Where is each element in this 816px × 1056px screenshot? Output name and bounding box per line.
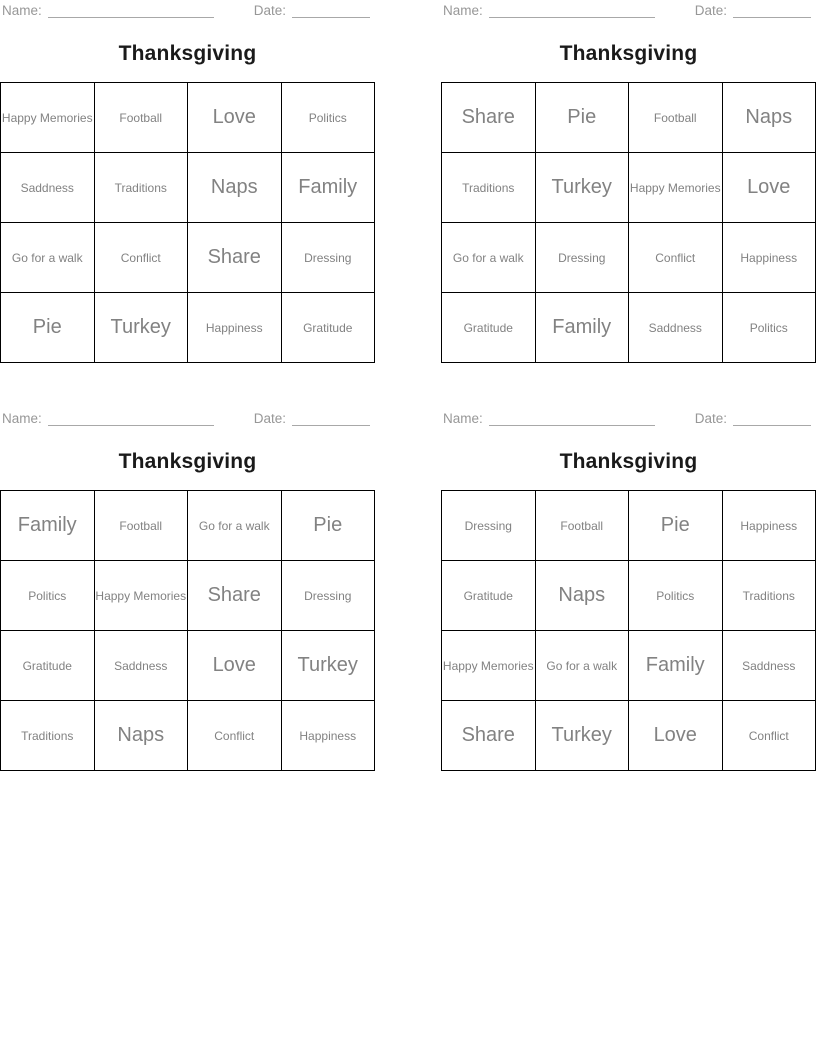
name-line bbox=[48, 5, 214, 18]
name-label: Name: bbox=[2, 411, 42, 426]
bingo-cell: Love bbox=[629, 701, 723, 771]
bingo-grid bbox=[0, 490, 375, 771]
bingo-cell: Happy Memories bbox=[1, 83, 95, 153]
bingo-card-top-left bbox=[0, 0, 375, 365]
date-label: Date: bbox=[694, 3, 728, 18]
name-label: Name: bbox=[443, 3, 483, 18]
bingo-cell: Saddness bbox=[723, 631, 816, 701]
bingo-cell: Love bbox=[188, 631, 282, 701]
bingo-cell: Football bbox=[536, 491, 630, 561]
bingo-cell: Pie bbox=[629, 491, 723, 561]
bingo-cell: Happiness bbox=[188, 293, 282, 363]
bingo-grid bbox=[0, 82, 375, 363]
date-line bbox=[292, 5, 370, 18]
bingo-cell: Football bbox=[95, 491, 189, 561]
bingo-cell: Pie bbox=[1, 293, 95, 363]
bingo-cell: Traditions bbox=[442, 153, 536, 223]
bingo-cell: Share bbox=[188, 223, 282, 293]
bingo-cell: Pie bbox=[536, 83, 630, 153]
bingo-cell: Saddness bbox=[95, 631, 189, 701]
bingo-cell: Share bbox=[442, 83, 536, 153]
bingo-card-bottom-left bbox=[0, 408, 375, 773]
bingo-cell: Politics bbox=[1, 561, 95, 631]
card-header bbox=[2, 3, 370, 18]
bingo-cell: Conflict bbox=[95, 223, 189, 293]
date-line bbox=[733, 413, 811, 426]
bingo-cell: Gratitude bbox=[282, 293, 376, 363]
bingo-cell: Traditions bbox=[1, 701, 95, 771]
bingo-grid bbox=[441, 82, 816, 363]
bingo-card-bottom-right bbox=[441, 408, 816, 773]
name-label: Name: bbox=[2, 3, 42, 18]
card-title: Thanksgiving bbox=[559, 450, 698, 473]
bingo-card-top-right bbox=[441, 0, 816, 365]
bingo-cell: Happy Memories bbox=[95, 561, 189, 631]
date-label: Date: bbox=[253, 3, 287, 18]
bingo-cell: Go for a walk bbox=[1, 223, 95, 293]
name-label: Name: bbox=[443, 411, 483, 426]
bingo-cell: Share bbox=[188, 561, 282, 631]
bingo-cell: Traditions bbox=[723, 561, 816, 631]
bingo-cell: Gratitude bbox=[442, 293, 536, 363]
bingo-cell: Go for a walk bbox=[442, 223, 536, 293]
bingo-cell: Love bbox=[188, 83, 282, 153]
card-title: Thanksgiving bbox=[118, 42, 257, 65]
bingo-cell: Love bbox=[723, 153, 816, 223]
date-label: Date: bbox=[694, 411, 728, 426]
bingo-cell: Politics bbox=[723, 293, 816, 363]
name-line bbox=[489, 5, 655, 18]
bingo-cell: Naps bbox=[723, 83, 816, 153]
bingo-cell: Family bbox=[282, 153, 376, 223]
bingo-cell: Turkey bbox=[536, 153, 630, 223]
bingo-cell: Go for a walk bbox=[188, 491, 282, 561]
bingo-cell: Dressing bbox=[442, 491, 536, 561]
bingo-cell: Family bbox=[629, 631, 723, 701]
bingo-cell: Turkey bbox=[536, 701, 630, 771]
bingo-cell: Happy Memories bbox=[629, 153, 723, 223]
date-line bbox=[733, 5, 811, 18]
date-line bbox=[292, 413, 370, 426]
bingo-cell: Gratitude bbox=[1, 631, 95, 701]
card-header bbox=[443, 411, 811, 426]
bingo-cell: Turkey bbox=[95, 293, 189, 363]
bingo-cell: Happiness bbox=[282, 701, 376, 771]
bingo-cell: Saddness bbox=[1, 153, 95, 223]
bingo-cell: Conflict bbox=[188, 701, 282, 771]
bingo-cell: Dressing bbox=[282, 223, 376, 293]
bingo-cell: Happiness bbox=[723, 491, 816, 561]
card-header bbox=[443, 3, 811, 18]
bingo-cell: Traditions bbox=[95, 153, 189, 223]
name-line bbox=[489, 413, 655, 426]
bingo-cell: Go for a walk bbox=[536, 631, 630, 701]
bingo-cell: Conflict bbox=[629, 223, 723, 293]
bingo-cell: Turkey bbox=[282, 631, 376, 701]
bingo-cell: Conflict bbox=[723, 701, 816, 771]
bingo-cell: Naps bbox=[536, 561, 630, 631]
date-label: Date: bbox=[253, 411, 287, 426]
bingo-cell: Dressing bbox=[282, 561, 376, 631]
bingo-cell: Naps bbox=[188, 153, 282, 223]
bingo-cell: Happiness bbox=[723, 223, 816, 293]
bingo-cell: Family bbox=[1, 491, 95, 561]
bingo-cell: Gratitude bbox=[442, 561, 536, 631]
bingo-cell: Politics bbox=[282, 83, 376, 153]
card-title: Thanksgiving bbox=[559, 42, 698, 65]
bingo-cell: Share bbox=[442, 701, 536, 771]
bingo-cell: Saddness bbox=[629, 293, 723, 363]
card-title: Thanksgiving bbox=[118, 450, 257, 473]
bingo-cell: Dressing bbox=[536, 223, 630, 293]
bingo-cell: Pie bbox=[282, 491, 376, 561]
name-line bbox=[48, 413, 214, 426]
bingo-grid bbox=[441, 490, 816, 771]
bingo-cell: Happy Memories bbox=[442, 631, 536, 701]
bingo-cell: Football bbox=[629, 83, 723, 153]
bingo-cell: Football bbox=[95, 83, 189, 153]
card-header bbox=[2, 411, 370, 426]
bingo-cell: Politics bbox=[629, 561, 723, 631]
bingo-cell: Naps bbox=[95, 701, 189, 771]
bingo-cell: Family bbox=[536, 293, 630, 363]
